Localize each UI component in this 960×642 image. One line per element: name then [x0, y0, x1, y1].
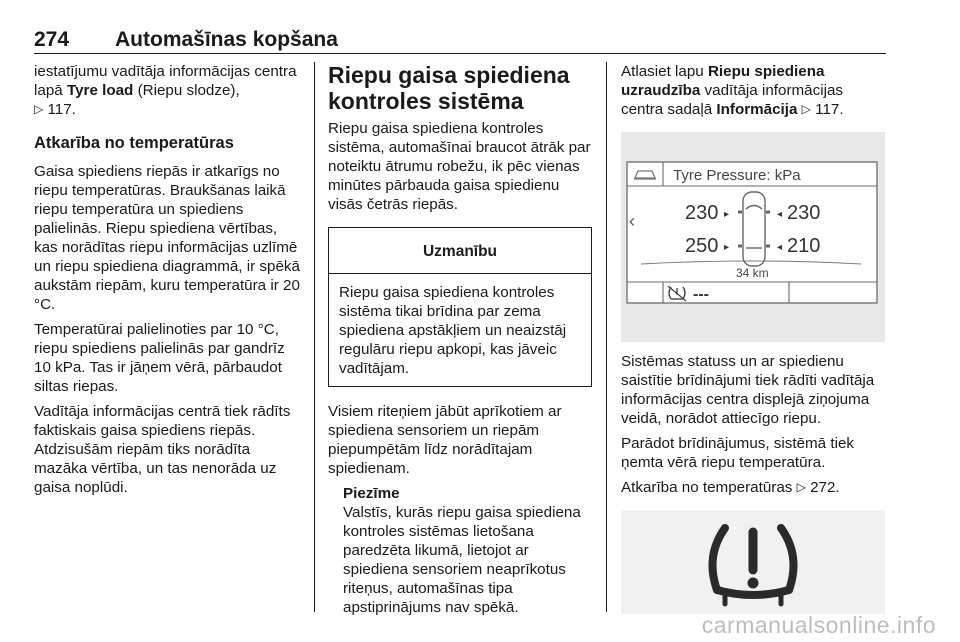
- tyre-pressure-display-graphic: [621, 132, 885, 342]
- rear-right-pressure: 210: [787, 235, 821, 257]
- tpms-warning-icon: [621, 510, 885, 614]
- rear-left-pressure: 250: [685, 235, 719, 257]
- section-heading: Riepu gaisa spiediena kontroles sistēma: [328, 62, 570, 114]
- reference-arrow-icon: ▷: [34, 102, 44, 116]
- column-3: [621, 62, 887, 614]
- chevron-left-icon: ‹: [629, 211, 635, 231]
- page-header: [34, 26, 886, 54]
- paragraph: Atkarība no temperatūras ▷ 272.: [621, 479, 840, 496]
- paragraph: Riepu gaisa spiediena kontroles sistēma, automašīnai braucot ātrāk par noteiktu ātrumu robežu, ik pēc vienas minūtes pārbauda gaisa spiedienu visās četrās riepās.: [328, 120, 591, 213]
- reference-arrow-icon: ▷: [796, 480, 806, 494]
- paragraph: Sistēmas statuss un ar spiedienu saistītie brīdinājumi tiek rādīti vadītāja informācijas centra displejā ziņojuma veidā, norādot attiecīgo riepu.: [621, 353, 875, 427]
- paragraph: Temperatūrai palielinoties par 10 °C, riepu spiediens palielinās par gandrīz 10 kPa. Tas ir jāņem vērā, pārbaudot siltas riepas.: [34, 321, 285, 395]
- front-right-pressure: 230: [787, 202, 821, 224]
- paragraph: iestatījumu vadītāja informācijas centra lapā Tyre load (Riepu slodze), ▷ 117.: [34, 63, 297, 118]
- paragraph: Gaisa spiediens riepās ir atkarīgs no riepu temperatūras. Braukšanas laikā riepu temperatūra un spiediens palielinās. Riepu spiediena vērtības, kas norādītas riepu informācijas uzlīmē un riepu spiediena diagrammā, ir spēkā aukstām riepām, kuru temperatūra ir 20 °C.: [34, 163, 300, 313]
- paragraph: Atlasiet lapu Riepu spiediena uzraudzība vadītāja informācijas centra sadaļā Informācija ▷ 117.: [621, 63, 844, 118]
- front-left-pressure: 230: [685, 202, 719, 224]
- column-divider: [606, 62, 607, 612]
- display-title: Tyre Pressure: kPa: [673, 167, 801, 184]
- tpms-warning-icon-box: [621, 510, 885, 614]
- pointer-right-icon: ▸: [724, 242, 730, 253]
- column-1: [34, 62, 304, 503]
- watermark: carmanualsonline.info: [701, 612, 936, 638]
- page-reference[interactable]: 117.: [815, 101, 844, 118]
- note-body: Valstīs, kurās riepu gaisa spiediena kontroles sistēmas lietošana paredzēta likumā, lietojot ar spiediena sensoriem neaprīkotus riteņus, automašīnas tipa apstiprinājums nav spēkā.: [343, 504, 581, 616]
- pointer-left-icon: ◂: [777, 209, 783, 220]
- warning-box: [328, 227, 592, 387]
- subheading: Atkarība no temperatūras: [34, 134, 234, 152]
- tpms-status: ---: [693, 286, 709, 303]
- tyre-pressure-display: [621, 132, 885, 342]
- note-title: Piezīme: [343, 485, 400, 502]
- range-value: 34 km: [736, 266, 769, 280]
- warning-title: Uzmanību: [329, 228, 591, 274]
- reference-arrow-icon: ▷: [801, 102, 811, 116]
- page-reference[interactable]: 117.: [47, 101, 76, 118]
- page-reference[interactable]: 272.: [810, 479, 840, 496]
- section-title: Automašīnas kopšana: [115, 28, 338, 51]
- paragraph: Vadītāja informācijas centrā tiek rādīts faktiskais gaisa spiediens riepās. Atdzisušām riepām tiks norādīta mazāka vērtība, un tas nenorāda uz gaisa noplūdi.: [34, 403, 291, 496]
- pointer-left-icon: ◂: [777, 242, 783, 253]
- pointer-right-icon: ▸: [724, 209, 730, 220]
- column-divider: [314, 62, 315, 612]
- paragraph: Parādot brīdinājumus, sistēmā tiek ņemta vērā riepu temperatūra.: [621, 435, 854, 471]
- warning-body: Riepu gaisa spiediena kontroles sistēma tikai brīdina par zema spiediena apstākļiem un neaizstāj regulāru riepu apkopi, kas jāveic vadītājam.: [339, 284, 567, 377]
- column-2: [328, 62, 592, 617]
- paragraph: Visiem riteņiem jābūt aprīkotiem ar spiediena sensoriem un riepām piepumpētām līdz norādītajam spiedienam.: [328, 403, 562, 477]
- page-number: 274: [34, 28, 70, 51]
- note-block: [343, 484, 592, 617]
